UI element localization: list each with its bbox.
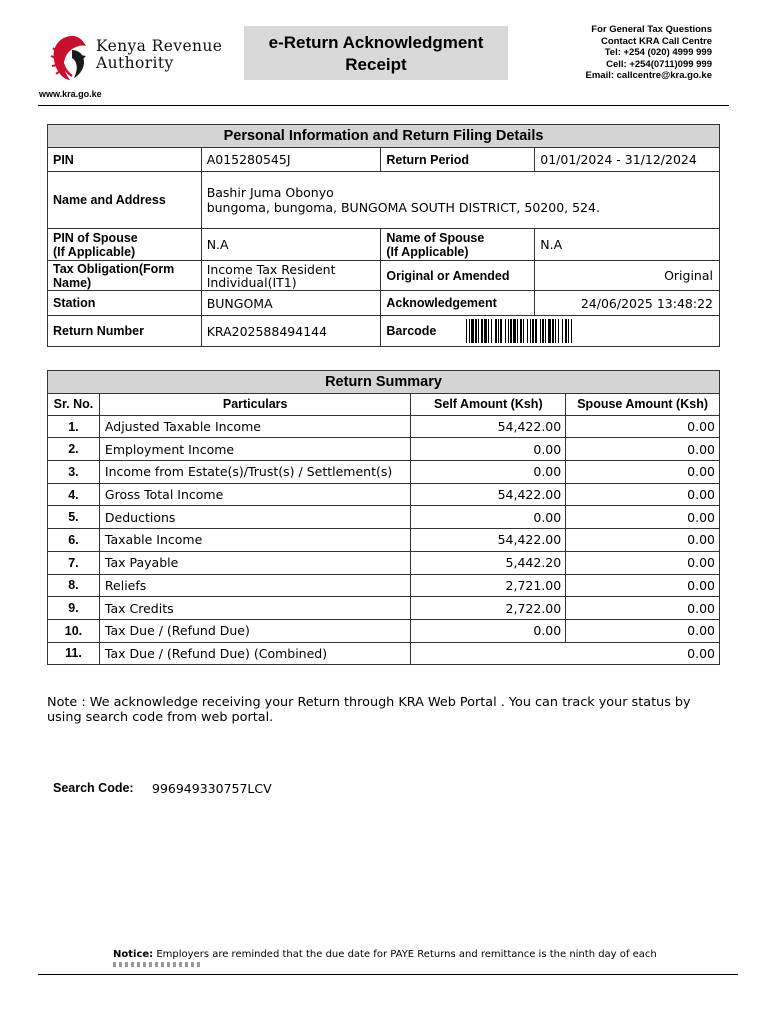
row-spouse-amount: 0.00 xyxy=(566,529,720,552)
combined-row-particular: Tax Due / (Refund Due) (Combined) xyxy=(99,642,411,665)
column-header-sr-no: Sr. No. xyxy=(48,393,100,415)
barcode-bar xyxy=(478,319,479,343)
barcode-bar xyxy=(500,319,502,343)
table-row xyxy=(48,597,720,620)
barcode-bar xyxy=(510,319,512,343)
footer-notice-text: Employers are reminded that the due date for PAYE Returns and remittance is the ninth day of each xyxy=(153,949,657,960)
barcode-bar xyxy=(571,319,572,343)
table-row xyxy=(48,415,720,438)
kra-lion-icon xyxy=(50,34,92,82)
acknowledgement-value: 24/06/2025 13:48:22 xyxy=(535,291,720,316)
row-number: 4. xyxy=(48,483,100,506)
row-particular: Reliefs xyxy=(99,574,411,597)
tax-obligation-value xyxy=(201,261,381,291)
row-spouse-amount: 0.00 xyxy=(566,438,720,461)
barcode-bar xyxy=(532,319,534,343)
return-number-label: Return Number xyxy=(48,316,202,347)
row-particular: Income from Estate(s)/Trust(s) / Settlement(s) xyxy=(99,461,411,484)
column-header-spouse-amount: Spouse Amount (Ksh) xyxy=(566,393,720,415)
return-period-label: Return Period xyxy=(381,148,535,172)
barcode-bar xyxy=(527,319,528,343)
title-line-2: Receipt xyxy=(345,55,407,74)
row-particular: Adjusted Taxable Income xyxy=(99,415,411,438)
tax-obligation-label-line1: Tax Obligation(Form xyxy=(53,261,175,276)
column-header-self-amount: Self Amount (Ksh) xyxy=(411,393,566,415)
name-address-label: Name and Address xyxy=(48,172,202,229)
row-self-amount: 0.00 xyxy=(411,461,566,484)
row-self-amount: 2,722.00 xyxy=(411,597,566,620)
barcode-bar xyxy=(548,319,551,343)
row-number: 8. xyxy=(48,574,100,597)
barcode-bar xyxy=(475,319,477,343)
barcode-bar xyxy=(484,319,487,343)
row-self-amount: 0.00 xyxy=(411,506,566,529)
pin-spouse-label xyxy=(48,229,202,261)
barcode-bar xyxy=(540,319,541,343)
row-spouse-amount: 0.00 xyxy=(566,597,720,620)
taxpayer-address: bungoma, bungoma, BUNGOMA SOUTH DISTRICT, 50200, 524. xyxy=(206,200,600,215)
pin-spouse-label-line1: PIN of Spouse xyxy=(53,230,138,245)
contact-info xyxy=(586,24,713,82)
acknowledgement-note: Note : We acknowledge receiving your Return through KRA Web Portal . You can track your status by using search code from web portal. xyxy=(47,695,691,725)
barcode-bar xyxy=(498,319,499,343)
barcode-bar xyxy=(513,319,516,343)
tax-obligation-value-line2: Individual(IT1) xyxy=(206,274,297,290)
row-particular: Tax Credits xyxy=(99,597,411,620)
acknowledgement-label: Acknowledgement xyxy=(381,291,535,316)
row-self-amount: 0.00 xyxy=(411,438,566,461)
kra-logo xyxy=(50,34,240,84)
barcode-bar xyxy=(530,319,531,343)
row-number: 1. xyxy=(48,415,100,438)
row-self-amount: 54,422.00 xyxy=(411,529,566,552)
row-self-amount: 5,442.20 xyxy=(411,551,566,574)
contact-line: Tel: +254 (020) 4999 999 xyxy=(604,47,712,58)
barcode-bar xyxy=(491,319,492,343)
barcode-bar xyxy=(520,319,522,343)
barcode-bar xyxy=(568,319,569,343)
barcode-bar xyxy=(542,319,544,343)
row-number: 6. xyxy=(48,529,100,552)
row-number: 3. xyxy=(48,461,100,484)
barcode-bar xyxy=(505,319,506,343)
title-line-1: e-Return Acknowledgment xyxy=(268,33,484,52)
row-number: 2. xyxy=(48,438,100,461)
logo-text-line2: Authority xyxy=(96,54,174,72)
combined-row-number: 11. xyxy=(48,642,100,665)
barcode-bar xyxy=(523,319,524,343)
barcode-image xyxy=(466,317,654,345)
table-row xyxy=(48,529,720,552)
barcode-bar xyxy=(466,319,467,343)
row-self-amount: 54,422.00 xyxy=(411,483,566,506)
barcode-bar xyxy=(562,319,563,343)
pin-spouse-value: N.A xyxy=(201,229,381,261)
return-summary-title: Return Summary xyxy=(48,371,720,394)
document-title xyxy=(244,26,508,80)
row-particular: Taxable Income xyxy=(99,529,411,552)
table-row xyxy=(48,506,720,529)
row-particular: Employment Income xyxy=(99,438,411,461)
row-self-amount: 54,422.00 xyxy=(411,415,566,438)
row-number: 10. xyxy=(48,619,100,642)
original-amended-value: Original xyxy=(535,261,720,291)
barcode-bar xyxy=(558,319,559,343)
barcode-bar xyxy=(517,319,518,343)
barcode-bar xyxy=(495,319,497,343)
footer-divider xyxy=(38,974,738,975)
row-spouse-amount: 0.00 xyxy=(566,415,720,438)
name-spouse-label-line1: Name of Spouse xyxy=(386,230,485,245)
barcode-bar xyxy=(535,319,537,343)
tax-obligation-value-line1: Income Tax Resident xyxy=(206,261,336,277)
tax-obligation-label xyxy=(48,261,202,291)
barcode-bar xyxy=(552,319,554,343)
personal-info-title: Personal Information and Return Filing Details xyxy=(48,125,720,148)
search-code-label: Search Code: xyxy=(53,781,134,795)
station-value: BUNGOMA xyxy=(201,291,381,316)
row-spouse-amount: 0.00 xyxy=(566,483,720,506)
barcode-bar xyxy=(565,319,567,343)
contact-line: For General Tax Questions xyxy=(591,24,712,35)
barcode-bar xyxy=(481,319,483,343)
row-spouse-amount: 0.00 xyxy=(566,461,720,484)
table-row xyxy=(48,438,720,461)
row-particular: Tax Payable xyxy=(99,551,411,574)
row-self-amount: 0.00 xyxy=(411,619,566,642)
taxpayer-name: Bashir Juma Obonyo xyxy=(206,185,334,200)
pin-spouse-label-line2: (If Applicable) xyxy=(53,244,136,259)
contact-line: Contact KRA Call Centre xyxy=(600,35,712,47)
name-address-value xyxy=(201,172,719,229)
contact-line: Cell: +254(0711)099 999 xyxy=(606,58,712,70)
row-spouse-amount: 0.00 xyxy=(566,619,720,642)
barcode-bar xyxy=(488,319,489,343)
row-spouse-amount: 0.00 xyxy=(566,506,720,529)
barcode-bar xyxy=(469,319,470,343)
personal-info-table xyxy=(47,124,720,347)
station-label: Station xyxy=(48,291,202,316)
pin-value: A015280545J xyxy=(201,148,381,172)
pin-label: PIN xyxy=(48,148,202,172)
website-link[interactable]: www.kra.go.ke xyxy=(39,89,102,99)
return-summary-table xyxy=(47,370,720,665)
table-row xyxy=(48,551,720,574)
row-number: 7. xyxy=(48,551,100,574)
name-spouse-value: N.A xyxy=(535,229,720,261)
footer-notice xyxy=(113,949,657,960)
column-header-particulars: Particulars xyxy=(99,393,411,415)
return-number-value: KRA202588494144 xyxy=(201,316,381,347)
table-row xyxy=(48,461,720,484)
table-row xyxy=(48,574,720,597)
barcode-bar xyxy=(545,319,546,343)
logo-text-line1: Kenya Revenue xyxy=(96,37,223,55)
footer-notice-label: Notice: xyxy=(113,949,154,960)
row-spouse-amount: 0.00 xyxy=(566,551,720,574)
header-divider xyxy=(38,105,729,106)
combined-row-amount: 0.00 xyxy=(411,642,720,665)
footer-cutoff-text xyxy=(113,962,203,967)
tax-obligation-label-line2: Name) xyxy=(53,275,92,290)
return-period-value: 01/01/2024 - 31/12/2024 xyxy=(535,148,720,172)
contact-line: Email: callcentre@kra.go.ke xyxy=(585,70,712,81)
barcode-bar xyxy=(508,319,509,343)
row-number: 5. xyxy=(48,506,100,529)
barcode-bar xyxy=(555,319,556,343)
summary-rows xyxy=(48,415,720,642)
row-number: 9. xyxy=(48,597,100,620)
barcode-label: Barcode xyxy=(386,324,437,338)
search-code-value: 996949330757LCV xyxy=(152,781,272,796)
row-particular: Deductions xyxy=(99,506,411,529)
original-amended-label: Original or Amended xyxy=(381,261,535,291)
row-self-amount: 2,721.00 xyxy=(411,574,566,597)
row-spouse-amount: 0.00 xyxy=(566,574,720,597)
name-spouse-label xyxy=(381,229,535,261)
barcode-cell xyxy=(381,316,720,347)
barcode-bar xyxy=(471,319,474,343)
table-row xyxy=(48,619,720,642)
name-spouse-label-line2: (If Applicable) xyxy=(386,244,469,259)
row-particular: Gross Total Income xyxy=(99,483,411,506)
row-particular: Tax Due / (Refund Due) xyxy=(99,619,411,642)
table-row xyxy=(48,483,720,506)
